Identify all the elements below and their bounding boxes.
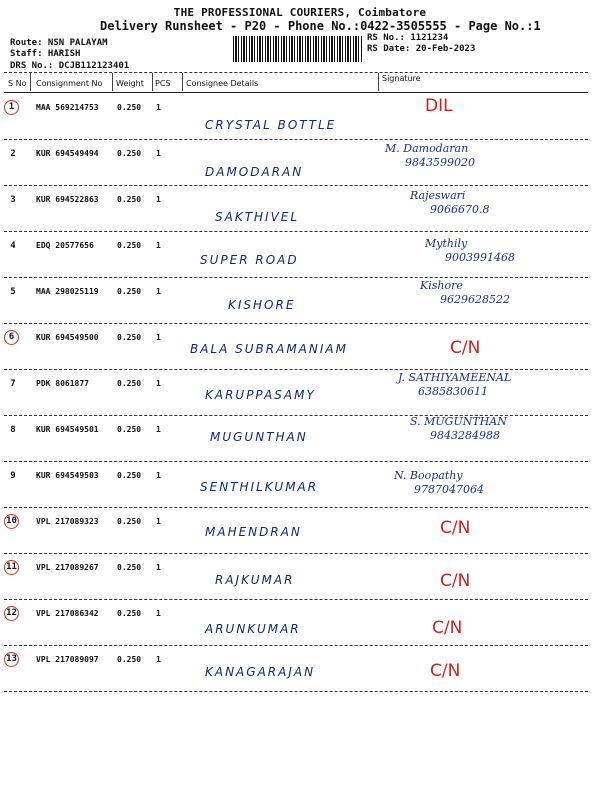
consignee-name: CRYSTAL BOTTLE: [205, 118, 337, 132]
row-divider: [4, 277, 588, 278]
pieces-count: 1: [156, 149, 161, 158]
signature-phone: 9787047064: [414, 483, 484, 496]
signature-phone: 6385830611: [418, 385, 488, 398]
signature-text: Rajeswari: [410, 189, 466, 202]
serial-number: 3: [10, 195, 16, 205]
weight-value: 0.250: [117, 425, 142, 434]
row-divider: [4, 185, 588, 186]
consignee-name: SUPER ROAD: [200, 253, 299, 267]
pieces-count: 1: [156, 471, 161, 480]
signature-phone: 9003991468: [445, 251, 515, 264]
consignee-name: MUGUNTHAN: [210, 430, 308, 444]
consignment-number: KUR 694549503: [36, 471, 99, 480]
consignee-name: KISHORE: [228, 298, 296, 312]
serial-number: 12: [4, 606, 19, 621]
serial-number: 6: [4, 330, 19, 345]
signature-text: Kishore: [420, 279, 463, 292]
consignee-name: KANAGARAJAN: [205, 665, 316, 679]
weight-value: 0.250: [117, 333, 142, 342]
pieces-count: 1: [156, 609, 161, 618]
row-divider: [4, 139, 588, 140]
header-top-rule: [4, 72, 588, 73]
signature-text: C/N: [430, 661, 461, 681]
col-consignment: Consignment No: [36, 79, 103, 88]
weight-value: 0.250: [117, 195, 142, 204]
serial-number: 2: [10, 149, 16, 159]
pieces-count: 1: [156, 241, 161, 250]
staff-label: Staff: HARISH: [10, 49, 81, 59]
col-consignee: Consignee Details: [186, 79, 259, 88]
row-divider: [4, 369, 588, 370]
company-title: THE PROFESSIONAL COURIERS, Coimbatore: [173, 6, 427, 19]
col-weight: Weight: [116, 79, 144, 88]
consignment-number: MAA 298025119: [36, 287, 99, 296]
serial-number: 9: [10, 471, 16, 481]
consignee-name: ARUNKUMAR: [205, 622, 301, 636]
weight-value: 0.250: [117, 103, 142, 112]
pieces-count: 1: [156, 379, 161, 388]
consignee-name: MAHENDRAN: [205, 525, 302, 539]
row-divider: [4, 691, 588, 692]
consignee-name: DAMODARAN: [205, 165, 304, 179]
pieces-count: 1: [156, 103, 161, 112]
signature-text: M. Damodaran: [385, 142, 469, 155]
consignment-number: EDQ 20577656: [36, 241, 94, 250]
signature-phone: 9066670.8: [430, 203, 490, 216]
consignment-number: VPL 217086342: [36, 609, 99, 618]
rs-number: RS No.: 1121234: [367, 33, 449, 43]
table-row: [0, 279, 600, 325]
serial-number: 10: [4, 514, 19, 529]
signature-text: DIL: [425, 96, 453, 116]
signature-text: C/N: [450, 338, 481, 358]
consignment-number: MAA 569214753: [36, 103, 99, 112]
serial-number: 8: [10, 425, 16, 435]
consignment-number: VPL 217089323: [36, 517, 99, 526]
runsheet-title: Delivery Runsheet - P20 - Phone No.:0422-3505555 - Page No.:1: [100, 19, 541, 33]
weight-value: 0.250: [117, 149, 142, 158]
consignee-name: SENTHILKUMAR: [200, 480, 319, 494]
signature-text: Mythily: [425, 237, 468, 250]
pieces-count: 1: [156, 333, 161, 342]
table-row: [0, 141, 600, 187]
rs-date: RS Date: 20-Feb-2023: [367, 44, 476, 54]
weight-value: 0.250: [117, 379, 142, 388]
row-divider: [4, 323, 588, 324]
row-divider: [4, 461, 588, 462]
weight-value: 0.250: [117, 563, 142, 572]
weight-value: 0.250: [117, 471, 142, 480]
pieces-count: 1: [156, 563, 161, 572]
table-row: [0, 187, 600, 233]
signature-text: C/N: [440, 518, 471, 538]
col-signature: Signature: [382, 74, 421, 83]
row-divider: [4, 507, 588, 508]
column-divider: [112, 73, 113, 91]
row-divider: [4, 645, 588, 646]
column-divider: [182, 73, 183, 91]
consignment-number: PDK 8061877: [36, 379, 89, 388]
column-divider: [30, 73, 31, 91]
col-sno: S No: [8, 79, 27, 88]
signature-text: S. MUGUNTHAN: [410, 415, 507, 428]
column-divider: [378, 73, 379, 91]
row-divider: [4, 231, 588, 232]
row-divider: [4, 553, 588, 554]
signature-text: J. SATHIYAMEENAL: [398, 371, 512, 384]
pieces-count: 1: [156, 425, 161, 434]
pieces-count: 1: [156, 517, 161, 526]
weight-value: 0.250: [117, 609, 142, 618]
row-divider: [4, 599, 588, 600]
pieces-count: 1: [156, 195, 161, 204]
consignment-number: VPL 217089097: [36, 655, 99, 664]
weight-value: 0.250: [117, 241, 142, 250]
table-row: [0, 555, 600, 601]
consignee-name: BALA SUBRAMANIAM: [190, 342, 348, 356]
route-label: Route: NSN PALAYAM: [10, 38, 108, 48]
consignment-number: KUR 694522863: [36, 195, 99, 204]
weight-value: 0.250: [117, 655, 142, 664]
signature-text: C/N: [432, 618, 463, 638]
consignee-name: RAJKUMAR: [215, 573, 295, 587]
pieces-count: 1: [156, 655, 161, 664]
serial-number: 4: [10, 241, 16, 251]
consignee-name: KARUPPASAMY: [205, 388, 316, 402]
signature-text: N. Boopathy: [394, 469, 463, 482]
serial-number: 13: [4, 652, 19, 667]
barcode: [233, 36, 363, 62]
header-bottom-rule: [4, 92, 588, 93]
weight-value: 0.250: [117, 517, 142, 526]
consignment-number: VPL 217089267: [36, 563, 99, 572]
signature-phone: 9843599020: [405, 156, 475, 169]
consignment-number: KUR 694549494: [36, 149, 99, 158]
serial-number: 7: [10, 379, 16, 389]
consignment-number: KUR 694549501: [36, 425, 99, 434]
column-divider: [152, 73, 153, 91]
signature-text: C/N: [440, 571, 471, 591]
drs-number: DRS No.: DCJB112123401: [10, 61, 130, 71]
serial-number: 11: [4, 560, 19, 575]
signature-phone: 9843284988: [430, 429, 500, 442]
pieces-count: 1: [156, 287, 161, 296]
consignment-number: KUR 694549500: [36, 333, 99, 342]
serial-number: 1: [4, 100, 19, 115]
serial-number: 5: [10, 287, 16, 297]
signature-phone: 9629628522: [440, 293, 510, 306]
col-pcs: PCS: [155, 79, 171, 88]
consignee-name: SAKTHIVEL: [215, 210, 300, 224]
weight-value: 0.250: [117, 287, 142, 296]
